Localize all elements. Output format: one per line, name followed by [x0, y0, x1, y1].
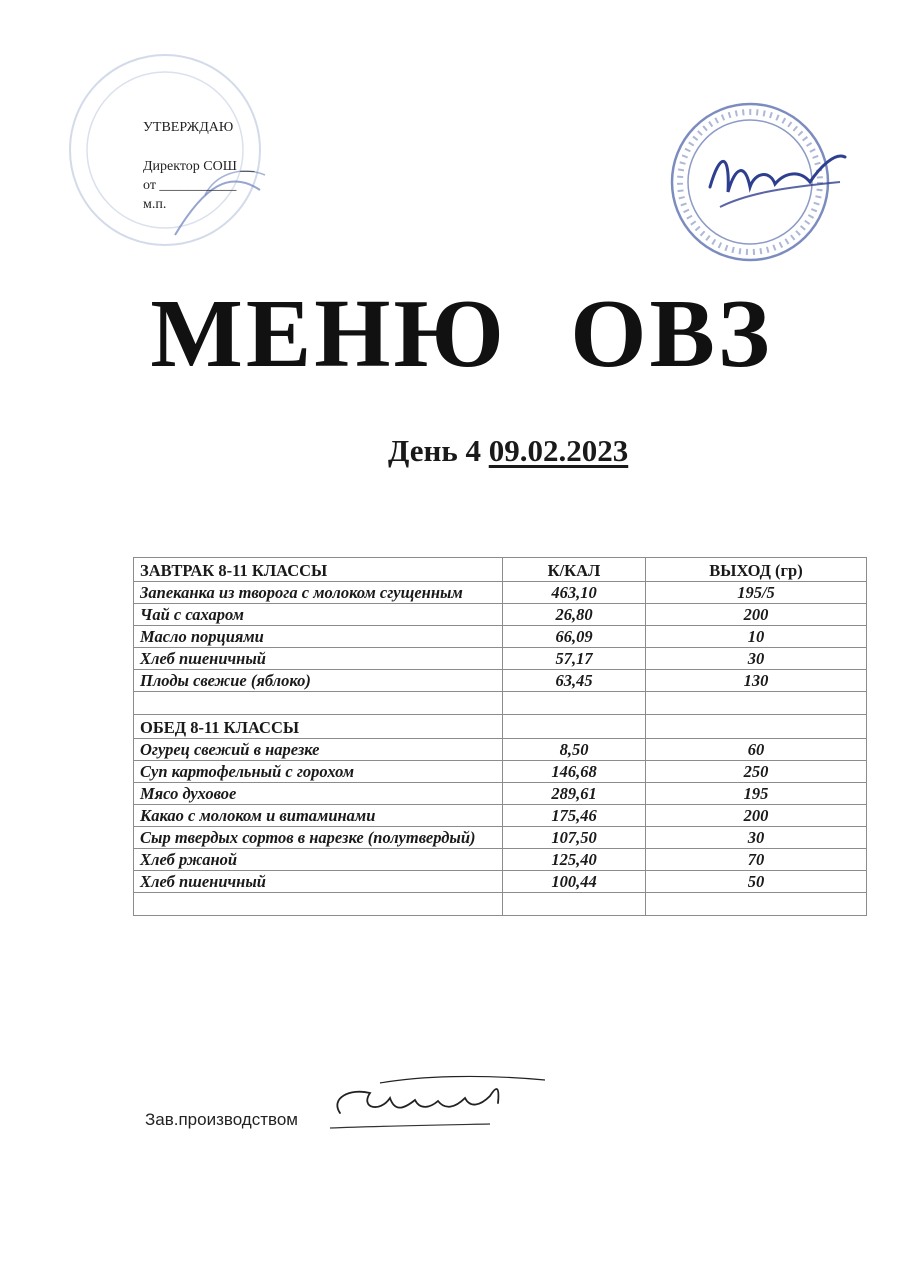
dish-kcal: 26,80 — [503, 604, 646, 626]
header-lunch: ОБЕД 8-11 КЛАССЫ — [134, 715, 503, 739]
dish-yield: 50 — [646, 871, 867, 893]
dish-name: Плоды свежие (яблоко) — [134, 670, 503, 692]
dish-name: Чай с сахаром — [134, 604, 503, 626]
dish-kcal: 289,61 — [503, 783, 646, 805]
dish-kcal: 146,68 — [503, 761, 646, 783]
dish-name: Запеканка из творога с молоком сгущенным — [134, 582, 503, 604]
dish-yield: 30 — [646, 648, 867, 670]
table-row — [134, 783, 867, 805]
approval-seal-place: м.п. — [143, 197, 167, 212]
table-row — [134, 849, 867, 871]
dish-name: Масло порциями — [134, 626, 503, 648]
dish-kcal: 66,09 — [503, 626, 646, 648]
table-row — [134, 670, 867, 692]
header-yield: ВЫХОД (гр) — [646, 558, 867, 582]
table-row — [134, 739, 867, 761]
approval-block — [143, 118, 254, 214]
table-row — [134, 648, 867, 670]
menu-date: 09.02.2023 — [488, 433, 629, 468]
header-kcal: К/КАЛ — [503, 558, 646, 582]
header-breakfast: ЗАВТРАК 8-11 КЛАССЫ — [134, 558, 503, 582]
approval-date-line: от ___________ — [143, 178, 237, 193]
dish-kcal: 175,46 — [503, 805, 646, 827]
table-row — [134, 827, 867, 849]
dish-name: Суп картофельный с горохом — [134, 761, 503, 783]
approval-director: Директор СОШ __ — [143, 159, 255, 174]
production-manager-label: Зав.производством — [145, 1110, 298, 1129]
table-row — [134, 871, 867, 893]
dish-kcal: 63,45 — [503, 670, 646, 692]
official-seal-signature-right — [650, 92, 860, 267]
dish-kcal: 8,50 — [503, 739, 646, 761]
dish-kcal: 107,50 — [503, 827, 646, 849]
dish-yield: 200 — [646, 805, 867, 827]
table-row — [134, 604, 867, 626]
menu-table — [133, 557, 867, 916]
table-row — [134, 761, 867, 783]
dish-name: Огурец свежий в нарезке — [134, 739, 503, 761]
dish-yield: 195 — [646, 783, 867, 805]
dish-yield: 70 — [646, 849, 867, 871]
dish-name: Хлеб ржаной — [134, 849, 503, 871]
dish-yield: 30 — [646, 827, 867, 849]
table-spacer-row — [134, 893, 867, 916]
dish-name: Сыр твердых сортов в нарезке (полутвердый) — [134, 827, 503, 849]
dish-kcal: 463,10 — [503, 582, 646, 604]
page-title: МЕНЮ ОВЗ — [150, 280, 773, 388]
table-row — [134, 582, 867, 604]
dish-name: Мясо духовое — [134, 783, 503, 805]
dish-kcal: 57,17 — [503, 648, 646, 670]
day-subtitle — [388, 433, 628, 469]
dish-yield: 10 — [646, 626, 867, 648]
dish-kcal: 125,40 — [503, 849, 646, 871]
table-header-row — [134, 558, 867, 582]
table-spacer-row — [134, 692, 867, 715]
table-row — [134, 805, 867, 827]
dish-yield: 130 — [646, 670, 867, 692]
dish-yield: 250 — [646, 761, 867, 783]
day-label: День 4 — [388, 433, 489, 468]
dish-name: Хлеб пшеничный — [134, 871, 503, 893]
dish-kcal: 100,44 — [503, 871, 646, 893]
approval-title: УТВЕРЖДАЮ — [143, 120, 234, 135]
production-manager-signature — [320, 1068, 550, 1138]
dish-yield: 200 — [646, 604, 867, 626]
table-row — [134, 626, 867, 648]
dish-yield: 60 — [646, 739, 867, 761]
lunch-header-row — [134, 715, 867, 739]
dish-name: Какао с молоком и витаминами — [134, 805, 503, 827]
dish-name: Хлеб пшеничный — [134, 648, 503, 670]
dish-yield: 195/5 — [646, 582, 867, 604]
